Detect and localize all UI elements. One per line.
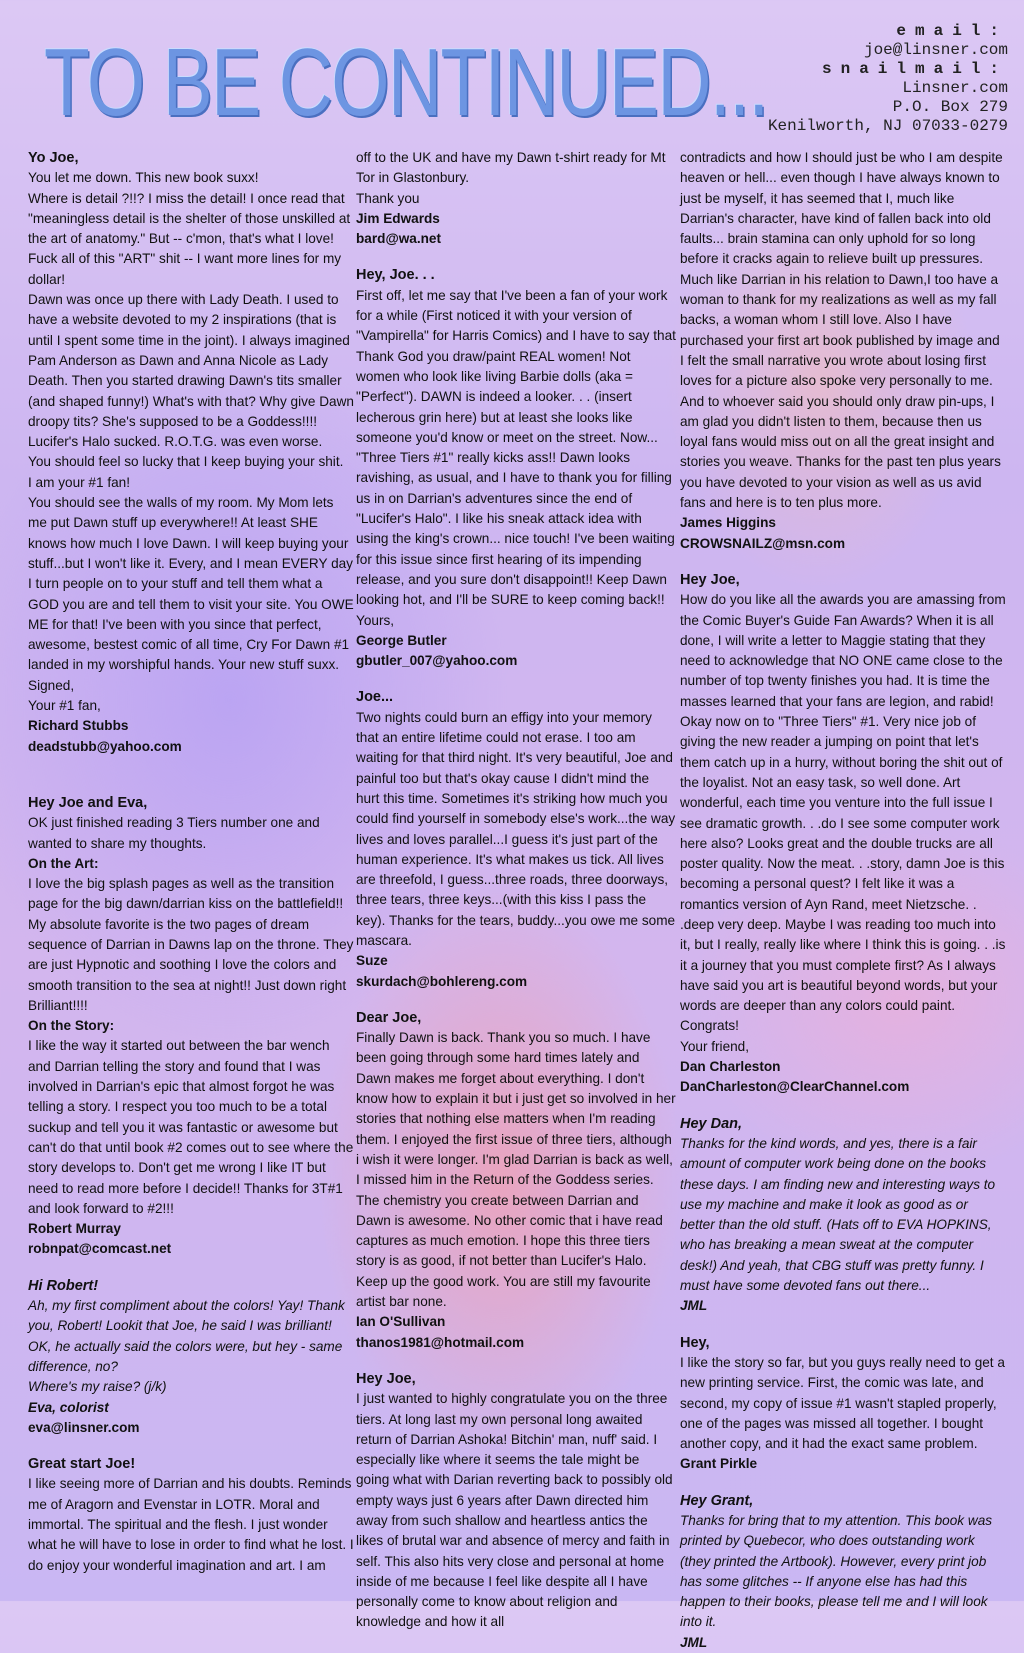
letter-paragraph: I like the story so far, but you guys really need to get a new printing service. First, the comic was late, and second, my copy of issue #1 wasn't stapled properly, one of the pages was missed all together. I bought another copy, and it had the exact same problem.	[680, 1354, 1005, 1452]
letter-signature: Grant Pirkle	[680, 1456, 758, 1472]
letter-salutation: Hey Joe,	[680, 571, 740, 588]
letter-email: bard@wa.net	[356, 231, 442, 247]
letter-richard-stubbs	[28, 148, 354, 757]
letter-salutation: Hey,	[680, 1334, 710, 1351]
letter-jim-edwards	[28, 1454, 354, 1576]
letter-paragraph: Your #1 fan,	[28, 698, 101, 714]
column-3	[680, 148, 1006, 1650]
letter-paragraph: You let me down. This new book suxx!	[28, 170, 259, 186]
letter-paragraph: Thank you	[356, 190, 420, 206]
letter-salutation: Hey, Joe. . .	[356, 267, 435, 284]
letter-email: CROWSNAILZ@msn.com	[680, 535, 846, 551]
letter-robert-murray	[28, 793, 354, 1260]
letter-signature: Dan Charleston	[680, 1059, 781, 1075]
reply-signature: JML	[680, 1634, 708, 1650]
letter-email: DanCharleston@ClearChannel.com	[680, 1079, 910, 1095]
letter-signature: Robert Murray	[28, 1221, 121, 1237]
letter-james-higgins	[356, 1369, 676, 1633]
letter-salutation: Hey Joe and Eva,	[28, 794, 148, 811]
letter-paragraph: I like seeing more of Darrian and his doubts. Reminds me of Aragorn and Evenstar in LOTR. Moral and immortal. The spiritual and the flesh. I just wonder what he will have to lose in order to find what he lost. I do enjoy your wonderful imagination and art. I am	[28, 1476, 354, 1573]
letter-email: robnpat@comcast.net	[28, 1241, 172, 1257]
letter-signature: Jim Edwards	[356, 210, 440, 226]
address-line-1: Linsner.com	[902, 79, 1008, 97]
letter-signature: George Butler	[356, 632, 447, 648]
letter-salutation: Dear Joe,	[356, 1009, 422, 1026]
reply-email: eva@linsner.com	[28, 1419, 140, 1435]
reply-eva	[28, 1276, 354, 1438]
letter-paragraph: off to the UK and have my Dawn t-shirt ready for Mt Tor in Glastonbury.	[356, 150, 666, 186]
letter-signature: Suze	[356, 953, 388, 969]
letter-salutation: Great start Joe!	[28, 1456, 136, 1473]
letter-paragraph: I just wanted to highly congratulate you on the three tiers. At long last my own personal long awaited return of Darrian Ashoka! Bitchin' man, nuff' said. I especially like where it seems the tale might be going what with Darian reverting back to possibly old empty ways just 6 years after Dawn directed him away from such shallow and heartless antics the likes of brutal war and absence of mercy and faith in self. This also hits very close and personal at home inside of me because I feel like despite all I have personally come to know about religion and knowledge and how it all	[356, 1391, 673, 1630]
letter-salutation: Joe...	[356, 689, 394, 706]
letter-paragraph: contradicts and how I should just be who I am despite heaven or hell... even though I have always known to just be myself, it has seemed that I, much like Darrian's character, have kind of fallen back into old faults... brain stamina can only uphold for so long before it cracks again to relieve built up pressures. Much like Darrian in his relation to Dawn,I too have a woman to thank for my realizations as well as my fall backs, a woman whom I still love. Also I have purchased your first art book published by image and I felt the small narrative you wrote about losing first loves for a picture also spoke very personally to me. And to whoever said you should only draw pin-ups, I am glad you didn't listen to them, because then us loyal fans would miss out on all the great insight and stories you weave. Thanks for the past ten plus years you have devoted to your vision as well as us avid fans and here is to ten plus more.	[680, 150, 1003, 511]
letter-salutation: Yo Joe,	[28, 150, 79, 166]
letter-signature: Ian O'Sullivan	[356, 1314, 446, 1330]
letter-paragraph: You should see the walls of my room. My Mom lets me put Dawn stuff up everywhere!! At least SHE knows how much I love Dawn. I will keep buying your stuff...but I won't like it. Every, and I mean EVERY day I turn people on to your stuff and tell them what a GOD you are and tell them to visit your site. You OWE ME for that! I've been with you since that perfect, awesome, bestest comic of all time, Cry For Dawn #1 landed in my worshipful hands. Your new stuff suxx.	[28, 495, 354, 673]
letter-paragraph: Dawn was once up there with Lady Death. I used to have a website devoted to my 2 inspirations (that is until I spent some time in the joint). I always imagined Pam Anderson as Dawn and Anna Nicole as Lady Death. Then you started drawing Dawn's tits smaller (and shaped funny!) What's with that? Why give Dawn droopy tits? She's supposed to be a Goddess!!!!	[28, 292, 354, 429]
letter-paragraph: First off, let me say that I've been a fan of your work for a while (First noticed it with your version of "Vampirella" for Harris Comics) and I have to say that Thank God you draw/paint REAL women! Not women who look like living Barbie dolls (aka = "Perfect"). DAWN is indeed a looker. . . (insert lecherous grin here) but at least she looks like someone you'd know or meet on the street. Now... "Three Tiers #1" really kicks ass!! Dawn looks ravishing, as usual, and I have to thank you for filling us in on Darrian's adventures since the end of "Lucifer's Halo". I like his sneak attack idea with using the king's crown... nice touch! I've been waiting for this issue since first hearing of its impending release, and you sure don't disappoint!! Keep Dawn looking hot, and I'll be SURE to keep coming back!!	[356, 287, 676, 608]
column-2	[356, 148, 676, 1630]
letter-email: gbutler_007@yahoo.com	[356, 653, 518, 669]
contact-block	[768, 22, 1008, 136]
reply-salutation: Hi Robert!	[28, 1277, 99, 1294]
reply-signature: JML	[680, 1298, 708, 1314]
letter-subheading: On the Story:	[28, 1018, 115, 1034]
page-title: TO BE CONTINUED...	[44, 29, 768, 136]
letter-signature: James Higgins	[680, 515, 776, 531]
address-line-3: Kenilworth, NJ 07033-0279	[767, 117, 1008, 135]
letter-paragraph: Where is detail ?!!? I miss the detail! I once read that "meaningless detail is the shelter of those unskilled at the art of anatomy." But -- c'mon, that's what I love! Fuck all of this "ART" shit -- I want more lines for my dollar!	[28, 190, 351, 287]
letter-suze	[356, 687, 676, 991]
letter-paragraph: Yours,	[356, 612, 395, 628]
email-address: joe@linsner.com	[863, 41, 1008, 59]
letter-paragraph: OK just finished reading 3 Tiers number one and wanted to share my thoughts.	[28, 815, 320, 851]
letter-email: deadstubb@yahoo.com	[28, 738, 182, 754]
reply-signature: Eva, colorist	[28, 1399, 109, 1415]
letter-paragraph: Finally Dawn is back. Thank you so much. I have been going through some hard times lately and Dawn makes me forget about everything. I don't know how to explain it but i just get so involved in her stories that nothing else matters when I'm reading them. I enjoyed the first issue of three tiers, although i wish it were longer. I'm glad Darrian is back as well, I missed him in the Return of the Goddess series. The chemistry you create between Darrian and Dawn is awesome. No other comic that i have read captures as much emotion. I hope this three tiers story is as good, if not better than Lucifer's Halo. Keep up the good work. You are still my favourite artist bar none.	[356, 1030, 676, 1310]
letter-paragraph: You should feel so lucky that I keep buying your shit.	[28, 454, 344, 470]
letter-george-butler	[356, 265, 676, 671]
letter-paragraph: I am your #1 fan!	[28, 474, 131, 490]
letter-dan-charleston	[680, 570, 1006, 1098]
letter-subheading: On the Art:	[28, 855, 99, 871]
letter-paragraph: How do you like all the awards you are amassing from the Comic Buyer's Guide Fan Awards? When it is all done, I will write a letter to Maggie stating that they need to acknowledge that NO ONE came close to the number of top twenty finishes you had. It is time the masses learned that your fans are legion, and rabid! Okay now on to "Three Tiers" #1. Very nice job of giving the new reader a jumping on point that let's them catch up in a hurry, without boring the shit out of the loyalist. Not an easy task, so well done. Art wonderful, each time you venture into the full issue I see dramatic growth. . .do I see some computer work here also? Looks great and the double trucks are all poster quality. Now the meat. . .story, damn Joe is this becoming a personal quest? I felt like it was a romantics version of Ayn Rand, meet Nietzsche. . .deep very deep. Maybe I was reading too much into it, but I really, really like where I think this is going. . .is it a journey that you must complete first? As I always have said you art is beautiful beyond words, but your words are deeper than any colors could paint.	[680, 592, 1006, 1014]
letter-email: skurdach@bohlereng.com	[356, 973, 528, 989]
address-line-2: P.O. Box 279	[892, 98, 1008, 116]
email-label: email:	[896, 22, 1008, 40]
reply-salutation: Hey Grant,	[680, 1492, 754, 1509]
reply-paragraph: Where's my raise? (j/k)	[28, 1379, 167, 1395]
reply-paragraph: Thanks for bring that to my attention. This book was printed by Quebecor, who does outstanding work (they printed the Artbook). However, every print job has some glitches -- If anyone else has had this happen to their books, please tell me and I will look into it.	[680, 1513, 993, 1630]
letter-email: thanos1981@hotmail.com	[356, 1334, 525, 1350]
letter-grant-pirkle	[680, 1333, 1006, 1475]
letter-ian-osullivan	[356, 1008, 676, 1353]
letter-signature: Richard Stubbs	[28, 718, 129, 734]
letter-paragraph: Your friend,	[680, 1038, 750, 1054]
letter-james-higgins-continued	[680, 148, 1006, 554]
reply-grant	[680, 1491, 1006, 1653]
reply-salutation: Hey Dan,	[680, 1115, 743, 1132]
letter-paragraph: I like the way it started out between the bar wench and Darrian telling the story and found that I was involved in Darrian's epic that almost forgot he was telling a story. I respect you too much to be a total suckup and tell you it was fantastic or awesome but can't do that until book #2 comes out to see where the story develops to. Don't get me wrong I like IT but need to read more before I decide!! Thanks for 3T#1 and look forward to #2!!!	[28, 1038, 354, 1216]
column-1	[28, 148, 354, 1593]
letter-paragraph: Two nights could burn an effigy into your memory that an entire lifetime could not erase. I too am waiting for that third night. It's very beautiful, Joe and painful too but that's okay cause I didn't mind the hurt this time. Sometimes it's striking how much you could find yourself in somebody else's work...the way lives and loves parallel...I guess it's just part of the human experience. It's what makes us tick. All lives are threefold, I guess...three roads, three doorways, three tears, three keys...(with this kiss I pass the key). Thanks for the tears, buddy...you owe me some mascara.	[356, 709, 676, 948]
letter-paragraph: Signed,	[28, 677, 75, 693]
letter-paragraph: I love the big splash pages as well as the transition page for the big dawn/darrian kiss on the battlefield!! My absolute favorite is the two pages of dream sequence of Darrian in Dawns lap on the throne. They are just Hypnotic and soothing I love the colors and smooth transition to the sea at night!! Just down right Brilliant!!!!	[28, 876, 354, 1013]
letter-paragraph: Lucifer's Halo sucked. R.O.T.G. was even worse.	[28, 434, 323, 450]
letter-salutation: Hey Joe,	[356, 1370, 416, 1387]
snailmail-label: snailmail:	[821, 60, 1008, 78]
letter-jim-edwards-continued	[356, 148, 676, 249]
reply-paragraph: Thanks for the kind words, and yes, there is a fair amount of computer work being done on the books these days. I am finding new and interesting ways to use my machine and make it look as good as or better than the old stuff. (Hats off to EVA HOPKINS, who has breaking a mean sweat at the computer desk!) And yeah, that CBG stuff was pretty funny. I must have some devoted fans out there...	[680, 1135, 996, 1294]
letter-paragraph: Congrats!	[680, 1018, 739, 1034]
reply-paragraph: Ah, my first compliment about the colors! Yay! Thank you, Robert! Lookit that Joe, he said I was brilliant! OK, he actually said the colors were, but hey - same difference, no?	[28, 1298, 345, 1374]
reply-dan	[680, 1114, 1006, 1317]
